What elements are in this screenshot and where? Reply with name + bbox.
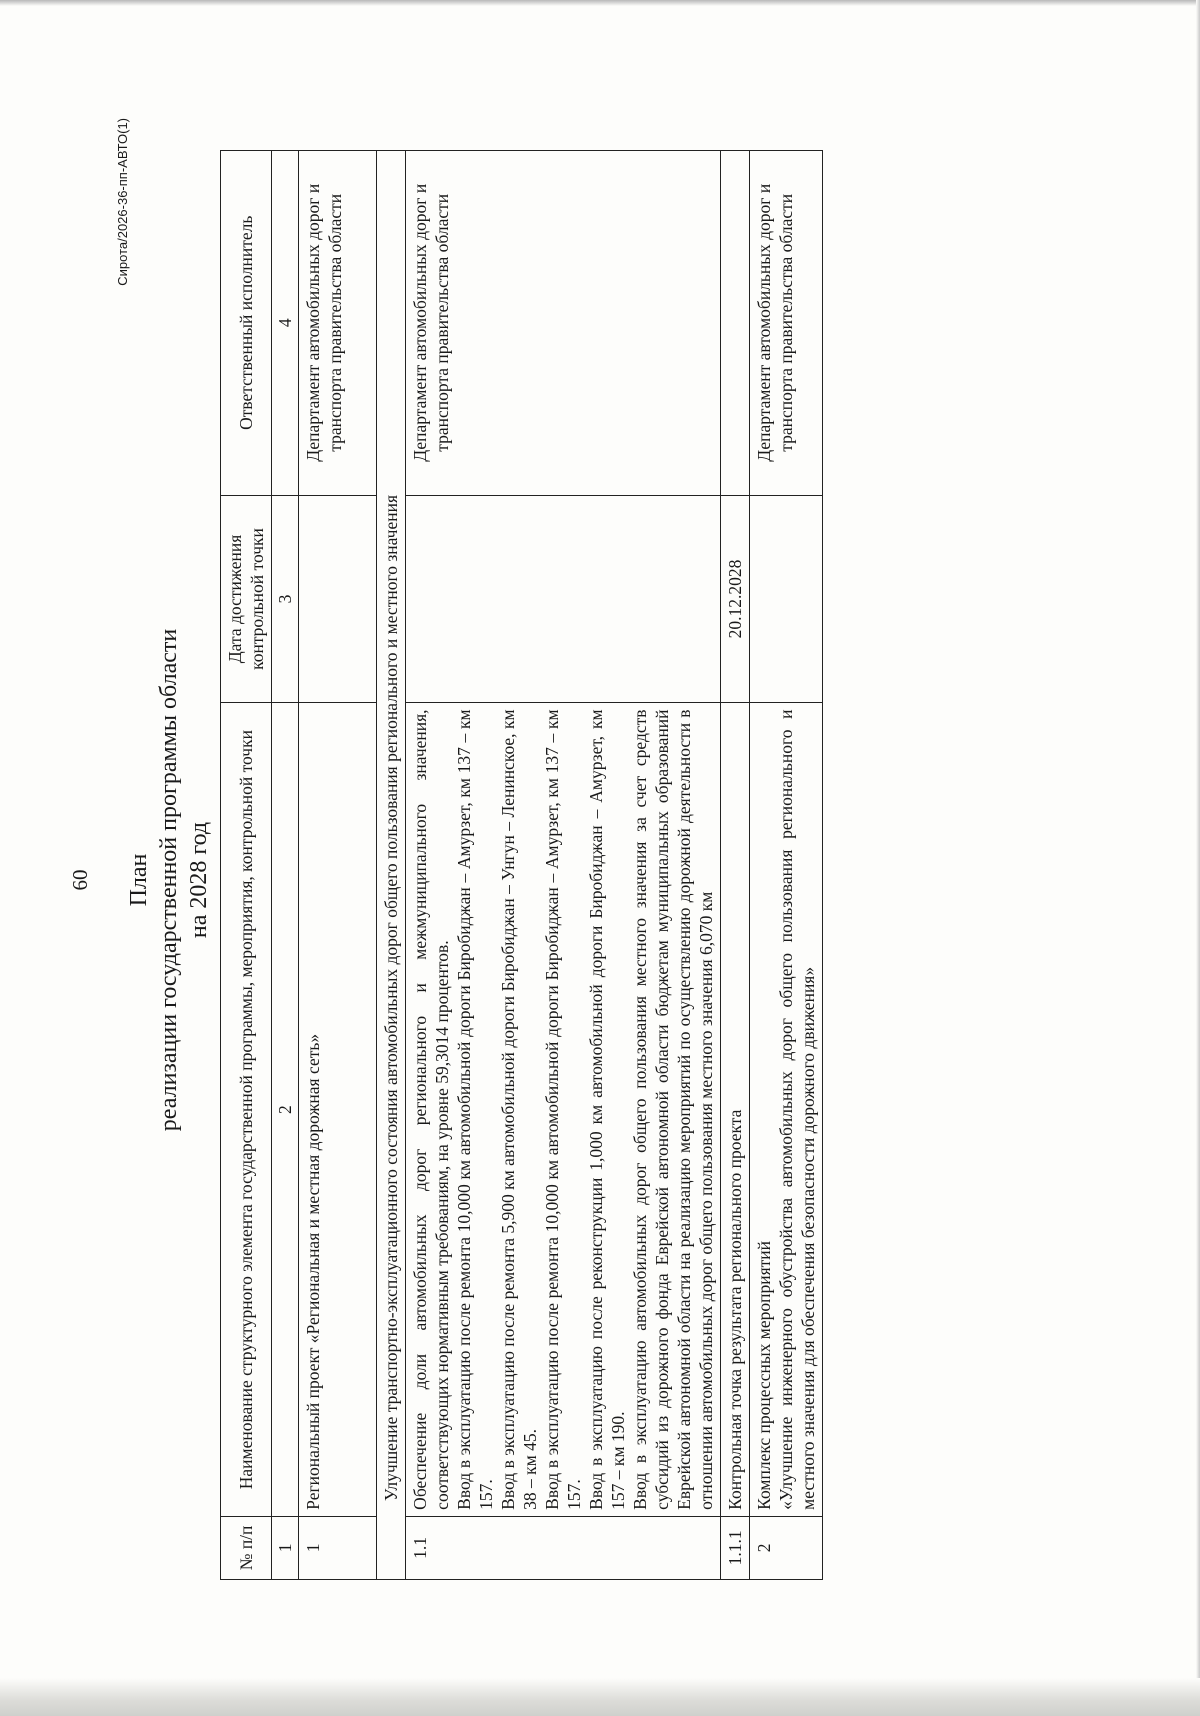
scan-top-edge [0, 0, 1200, 6]
row-name-line: Комплекс процессных мероприятий [754, 1240, 774, 1510]
row-num: 1 [299, 1516, 377, 1579]
paragraph: Ввод в эксплуатацию автомобильных дорог общего пользования местного значения за счет средств субсидий из дорожного фонда Еврейской автономной области бюджетам муниципальных образований Еврейской автономной области на реализацию мероприятий по осуществлению дорожной деятельности в отношении автомобильных дорог общего пользования местного значения 6,070 км [630, 709, 716, 1510]
title-line-2: реализации государственной программы области [156, 628, 182, 1132]
header-executor: Ответственный исполнитель [221, 151, 272, 496]
document-title [124, 100, 214, 1660]
row-date: 20.12.2028 [721, 495, 750, 703]
row-num: 1.1 [406, 1516, 721, 1579]
row-executor: Департамент автомобильных дорог и транспорта правительства области [406, 151, 721, 496]
header-row [221, 151, 272, 1580]
paragraph: Обеспечение доли автомобильных дорог регионального и межмуниципального значения, соответствующих нормативным требованиям, на уровне 59,3014 процентов. [410, 709, 452, 1510]
section-text: Улучшение транспортно-эксплуатационного состояния автомобильных дорог общего пользования регионального и местного значения [377, 151, 406, 1580]
column-number: 1 [272, 1516, 299, 1579]
table-row [721, 151, 750, 1580]
table-row [750, 151, 823, 1580]
document-code: Сирота/2026-36-пп-АВТО(1) [115, 118, 130, 286]
row-date [750, 495, 823, 703]
title-line-3: на 2028 год [186, 821, 212, 939]
row-executor: Департамент автомобильных дорог и транспорта правительства области [750, 151, 823, 496]
page-number: 60 [68, 869, 92, 891]
row-date [299, 495, 377, 703]
section-row [377, 151, 406, 1580]
row-name: Контрольная точка результата регионального проекта [721, 703, 750, 1516]
plan-table [220, 150, 823, 1580]
row-executor: Департамент автомобильных дорог и транспорта правительства области [299, 151, 377, 496]
header-name: Наименование структурного элемента государственной программы, мероприятия, контрольной точки [221, 703, 272, 1516]
row-date [406, 495, 721, 703]
row-name-line: «Улучшение инженерного обустройства автомобильных дорог общего пользования регионального и местного значения для обеспечения безопасности дорожного движения» [776, 709, 818, 1510]
table-row [299, 151, 377, 1580]
row-name [750, 703, 823, 1516]
scan-right-edge [1196, 0, 1200, 1716]
paragraph: Ввод в эксплуатацию после реконструкции 1,000 км автомобильной дороги Биробиджан – Амурзет, км 157 – км 190. [586, 709, 628, 1510]
row-name [406, 703, 721, 1516]
title-line-1: План [126, 853, 152, 907]
row-num: 1.1.1 [721, 1516, 750, 1579]
column-number: 3 [272, 495, 299, 703]
scan-bottom-edge [0, 1678, 1200, 1716]
table-row [406, 151, 721, 1580]
column-number-row [272, 151, 299, 1580]
paragraph: Ввод в эксплуатацию после ремонта 10,000 км автомобильной дороги Биробиджан – Амурзет, км 137 – км 157. [542, 709, 584, 1510]
header-num: № п/п [221, 1516, 272, 1579]
paragraph: Ввод в эксплуатацию после ремонта 10,000 км автомобильной дороги Биробиджан – Амурзет, км 137 – км 157. [454, 709, 496, 1510]
row-name: Региональный проект «Региональная и местная дорожная сеть» [299, 703, 377, 1516]
row-executor [721, 151, 750, 496]
paragraph: Ввод в эксплуатацию после ремонта 5,900 км автомобильной дороги Биробиджан – Унгун – Ленинское, км 38 – км 45. [498, 709, 540, 1510]
column-number: 2 [272, 703, 299, 1516]
row-num: 2 [750, 1516, 823, 1579]
rotated-page [60, 100, 1140, 1660]
header-date: Дата достижения контрольной точки [221, 495, 272, 703]
column-number: 4 [272, 151, 299, 496]
